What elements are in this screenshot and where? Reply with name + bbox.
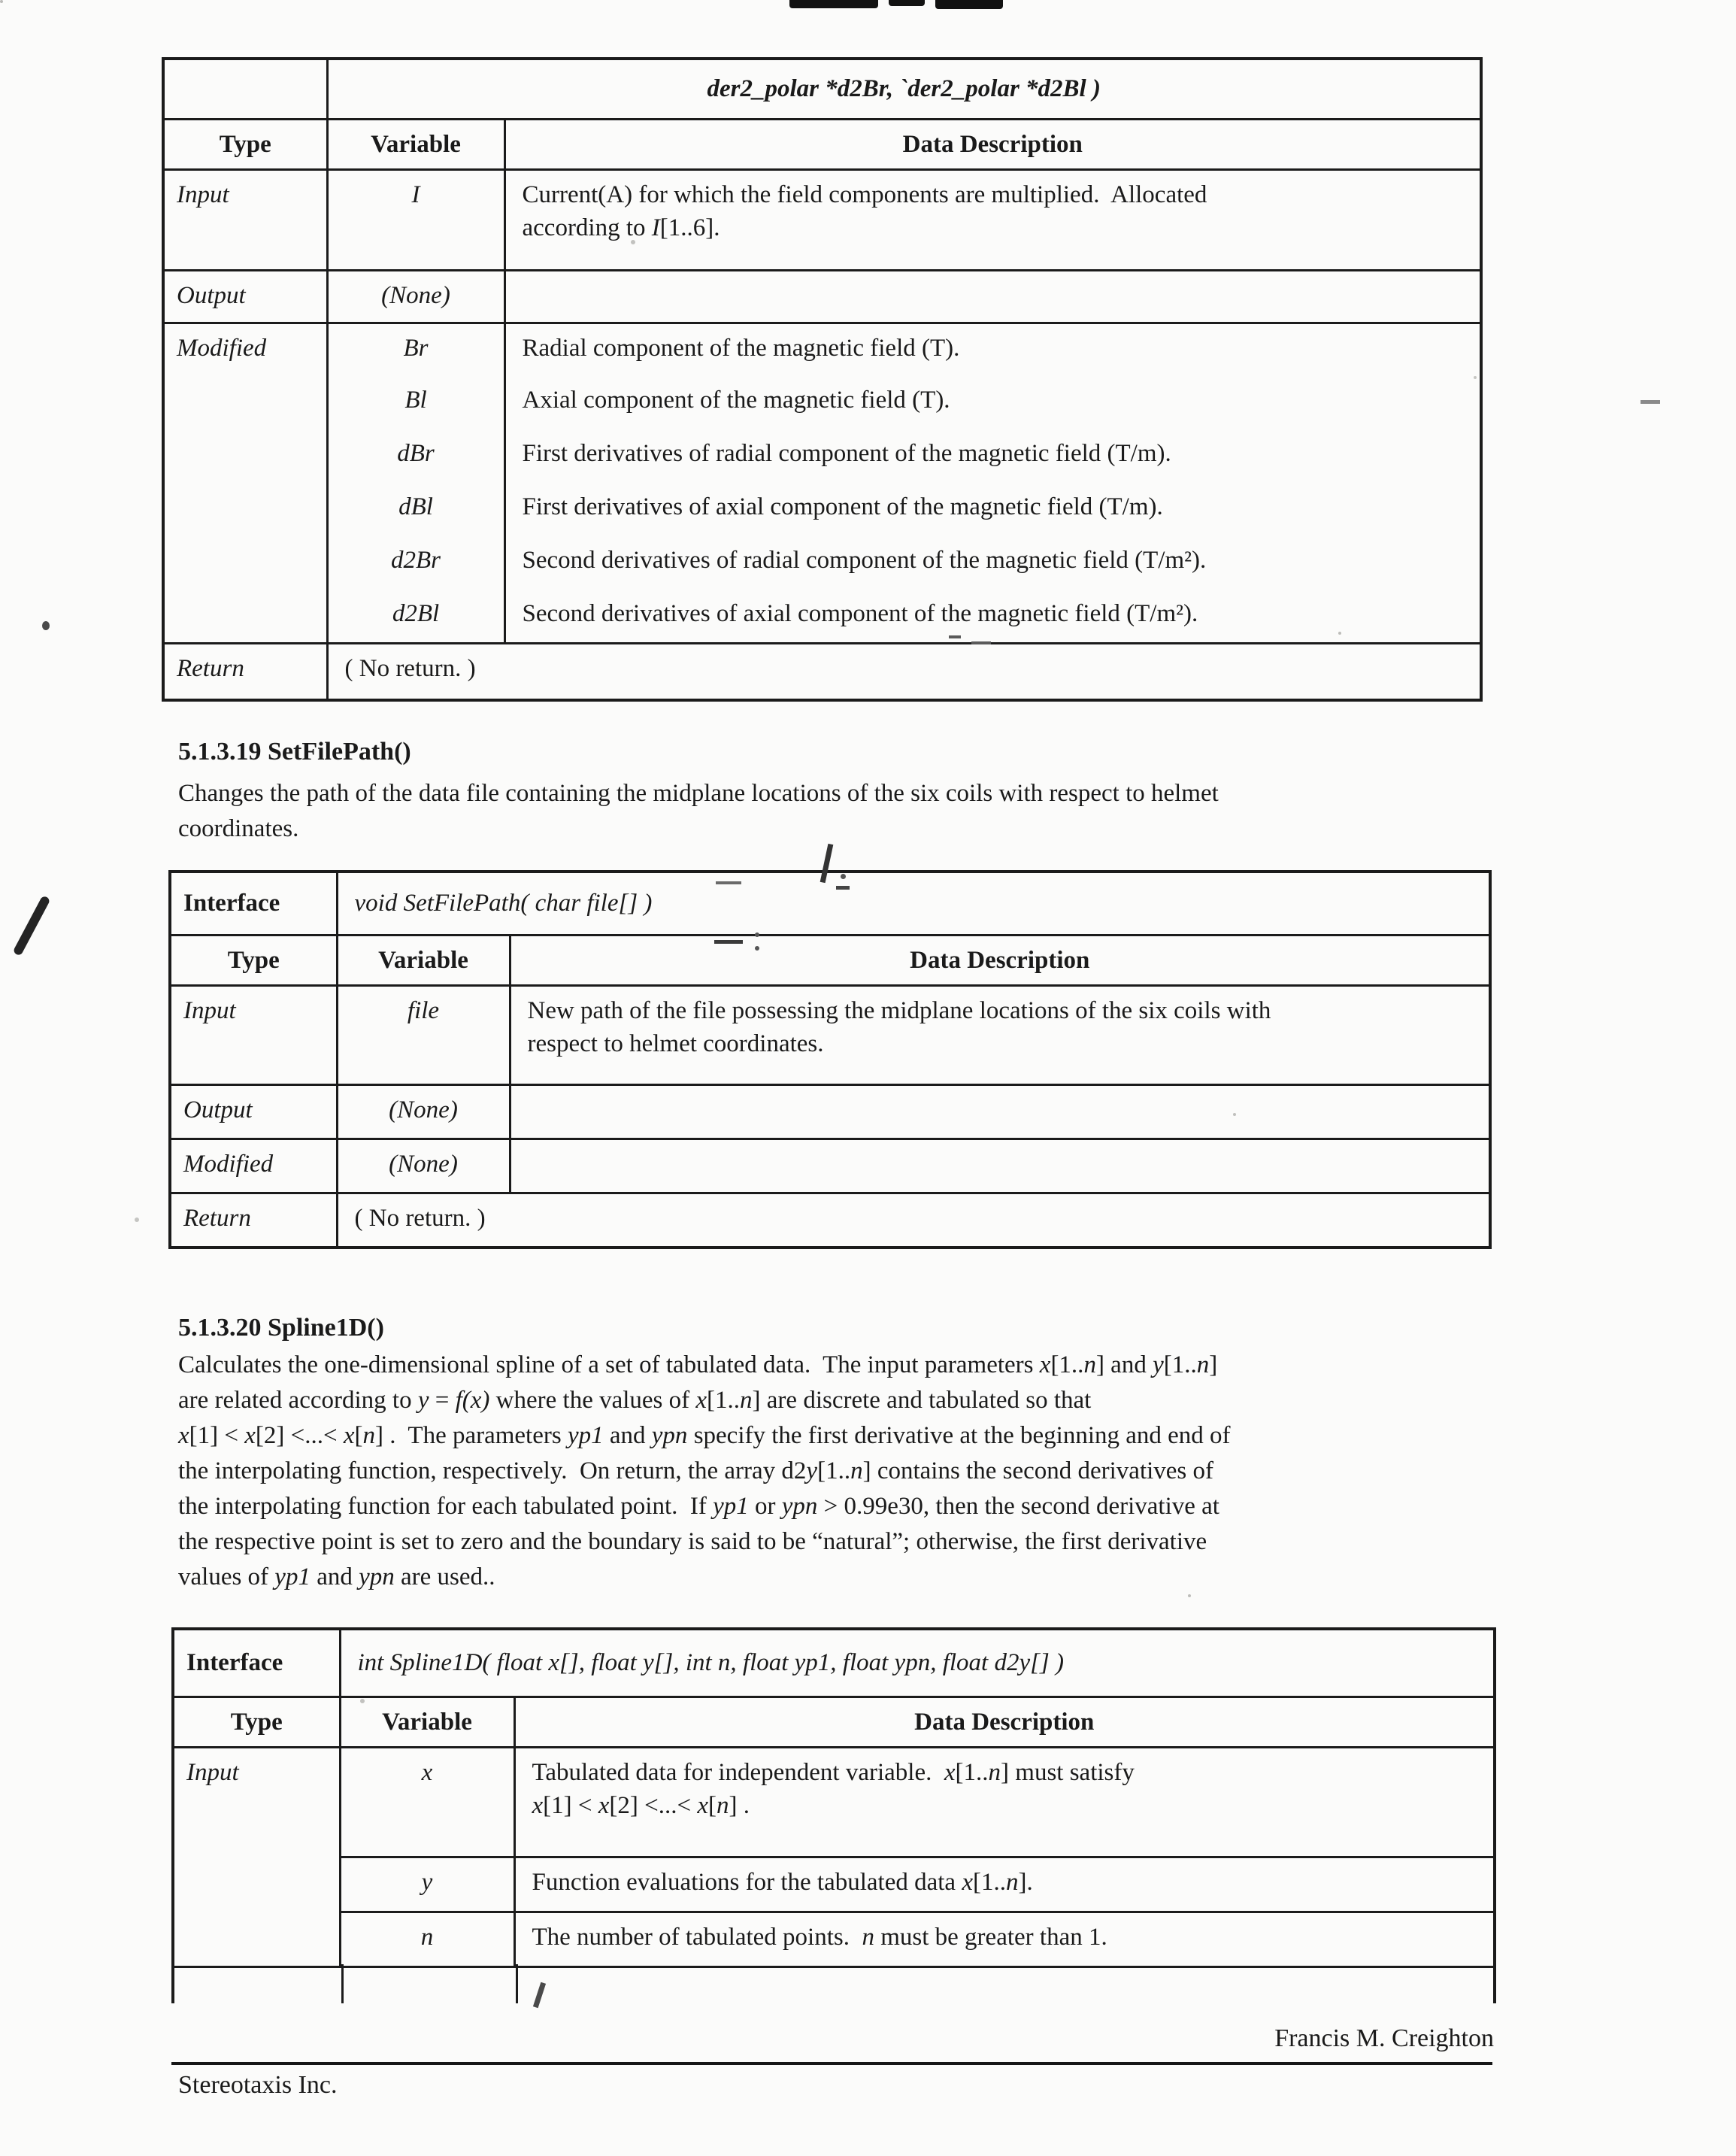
col-header-description: Data Description (504, 119, 1481, 169)
table-der2-polar-function (162, 57, 1483, 702)
section-heading-spline1d: 5.1.3.20 Spline1D() (178, 1314, 384, 1342)
variable-description: Tabulated data for independent variable. x[1..n] must satisfy x[1] < x[2] <...< x[n] . (514, 1747, 1495, 1857)
table-row-modified (163, 536, 1481, 590)
variable-description (510, 1139, 1490, 1193)
scan-artifact (716, 881, 741, 884)
scan-artifact (714, 940, 743, 944)
variable-name: Br (327, 323, 504, 376)
table-row (163, 59, 1481, 119)
table-row-output (170, 1084, 1490, 1139)
row-type-label: Output (170, 1084, 337, 1139)
scan-artifact (971, 641, 991, 644)
table-spline1d-function (171, 1627, 1496, 1968)
table-row-interface (170, 872, 1490, 935)
function-signature: void SetFilePath( char file[] ) (337, 872, 1490, 935)
col-header-type: Type (170, 935, 337, 985)
row-type-label: Input (173, 1747, 340, 1966)
row-type-label: Output (163, 270, 327, 323)
section-body-spline1d: Calculates the one-dimensional spline of a set of tabulated data. The input parameters x[1..n] and y[1..n] are related according to y = f(x) where the values of x[1..n] are discrete and tabulated so that x[1] < x[2] <...< x[n] . The parameters yp1 and ypn specify the first derivative at the beginning and end of the interpolating function, respectively. On return, the array d2y[1..n] contains the second derivatives of the interpolating function for each tabulated point. If yp1 or ypn > 0.99e30, then the second derivative at the respective point is set to zero and the boundary is said to be “natural”; otherwise, the first derivative values of yp1 and ypn are used.. (178, 1351, 1231, 1590)
variable-description: New path of the file possessing the midplane locations of the six coils with respect to helmet coordinates. (510, 985, 1490, 1084)
table-corner-cell (163, 59, 327, 119)
column-divider-line (341, 1964, 344, 2003)
table-row-input (170, 985, 1490, 1084)
variable-description (510, 1084, 1490, 1139)
table-row-modified (163, 323, 1481, 376)
scan-artifact (755, 946, 759, 951)
variable-name: (None) (337, 1084, 510, 1139)
row-type-label: Return (163, 643, 327, 700)
table-row-interface (173, 1629, 1495, 1697)
table-row-modified (163, 429, 1481, 483)
variable-name: (None) (337, 1139, 510, 1193)
table-row-modified (163, 590, 1481, 643)
col-header-variable: Variable (337, 935, 510, 985)
variable-name: n (340, 1912, 514, 1966)
col-header-type: Type (163, 119, 327, 169)
variable-description: First derivatives of axial component of the magnetic field (T/m). (504, 483, 1481, 536)
footer-author: Francis M. Creighton (1274, 2024, 1494, 2052)
row-type-label: Modified (170, 1139, 337, 1193)
table-row-modified (170, 1139, 1490, 1193)
row-type-label: Input (170, 985, 337, 1084)
table-row-input (163, 169, 1481, 270)
table-row-modified (163, 376, 1481, 429)
variable-description: First derivatives of radial component of the magnetic field (T/m). (504, 429, 1481, 483)
scan-artifact (1641, 400, 1660, 404)
scan-artifact (789, 0, 878, 8)
table-row-input (173, 1912, 1495, 1966)
variable-name: d2Bl (327, 590, 504, 643)
variable-description (504, 270, 1481, 323)
table-row-return (170, 1193, 1490, 1248)
variable-name: dBr (327, 429, 504, 483)
variable-name: I (327, 169, 504, 270)
col-header-variable: Variable (340, 1697, 514, 1747)
return-value: ( No return. ) (327, 643, 1481, 700)
variable-name: dBl (327, 483, 504, 536)
scan-artifact (889, 0, 925, 6)
variable-description: Axial component of the magnetic field (T). (504, 376, 1481, 429)
scan-artifact (935, 0, 1003, 9)
col-header-type: Type (173, 1697, 340, 1747)
table-setfilepath-function (168, 870, 1492, 1249)
variable-description: Second derivatives of radial component of the magnetic field (T/m²). (504, 536, 1481, 590)
scan-artifact (42, 621, 50, 630)
table-row-input (173, 1747, 1495, 1857)
section-body-setfilepath: Changes the path of the data file containing the midplane locations of the six coils with respect to helmet coordinates. (178, 780, 1219, 842)
scan-noise-speckles (0, 0, 3, 3)
scan-artifact (836, 886, 850, 890)
variable-description: Function evaluations for the tabulated data x[1..n]. (514, 1857, 1495, 1912)
variable-name: Bl (327, 376, 504, 429)
function-signature-continuation: der2_polar *d2Br, `der2_polar *d2Bl ) (327, 59, 1481, 119)
row-type-label: Return (170, 1193, 337, 1248)
variable-description: Current(A) for which the field components are multiplied. Allocated according to I[1..6]. (504, 169, 1481, 270)
scan-artifact (841, 874, 846, 879)
col-header-description: Data Description (510, 935, 1490, 985)
row-type-label: Input (163, 169, 327, 270)
table-header-row (163, 119, 1481, 169)
variable-name: file (337, 985, 510, 1084)
scan-artifact-pen-stroke (13, 895, 51, 957)
column-divider-line (516, 1964, 518, 2003)
row-type-label: Modified (163, 323, 327, 643)
scan-artifact (949, 635, 961, 638)
variable-name: x (340, 1747, 514, 1857)
section-heading-setfilepath: 5.1.3.19 SetFilePath() (178, 738, 411, 766)
interface-label: Interface (170, 872, 337, 935)
scan-artifact (755, 932, 759, 937)
variable-name: d2Br (327, 536, 504, 590)
variable-name: (None) (327, 270, 504, 323)
table-row-output (163, 270, 1481, 323)
table-row-modified (163, 483, 1481, 536)
variable-description: Second derivatives of axial component of the magnetic field (T/m²). (504, 590, 1481, 643)
footer-company: Stereotaxis Inc. (178, 2071, 338, 2099)
function-signature: int Spline1D( float x[], float y[], int n, float yp1, float ypn, float d2y[] ) (340, 1629, 1495, 1697)
table-header-row (170, 935, 1490, 985)
return-value: ( No return. ) (337, 1193, 1490, 1248)
footer-rule (171, 2062, 1492, 2065)
table-row-input (173, 1857, 1495, 1912)
variable-name: y (340, 1857, 514, 1912)
col-header-description: Data Description (514, 1697, 1495, 1747)
col-header-variable: Variable (327, 119, 504, 169)
table-header-row (173, 1697, 1495, 1747)
variable-description: Radial component of the magnetic field (T). (504, 323, 1481, 376)
interface-label: Interface (173, 1629, 340, 1697)
table-continuation-stub (171, 1964, 1496, 2003)
table-row-return (163, 643, 1481, 700)
variable-description: The number of tabulated points. n must be greater than 1. (514, 1912, 1495, 1966)
